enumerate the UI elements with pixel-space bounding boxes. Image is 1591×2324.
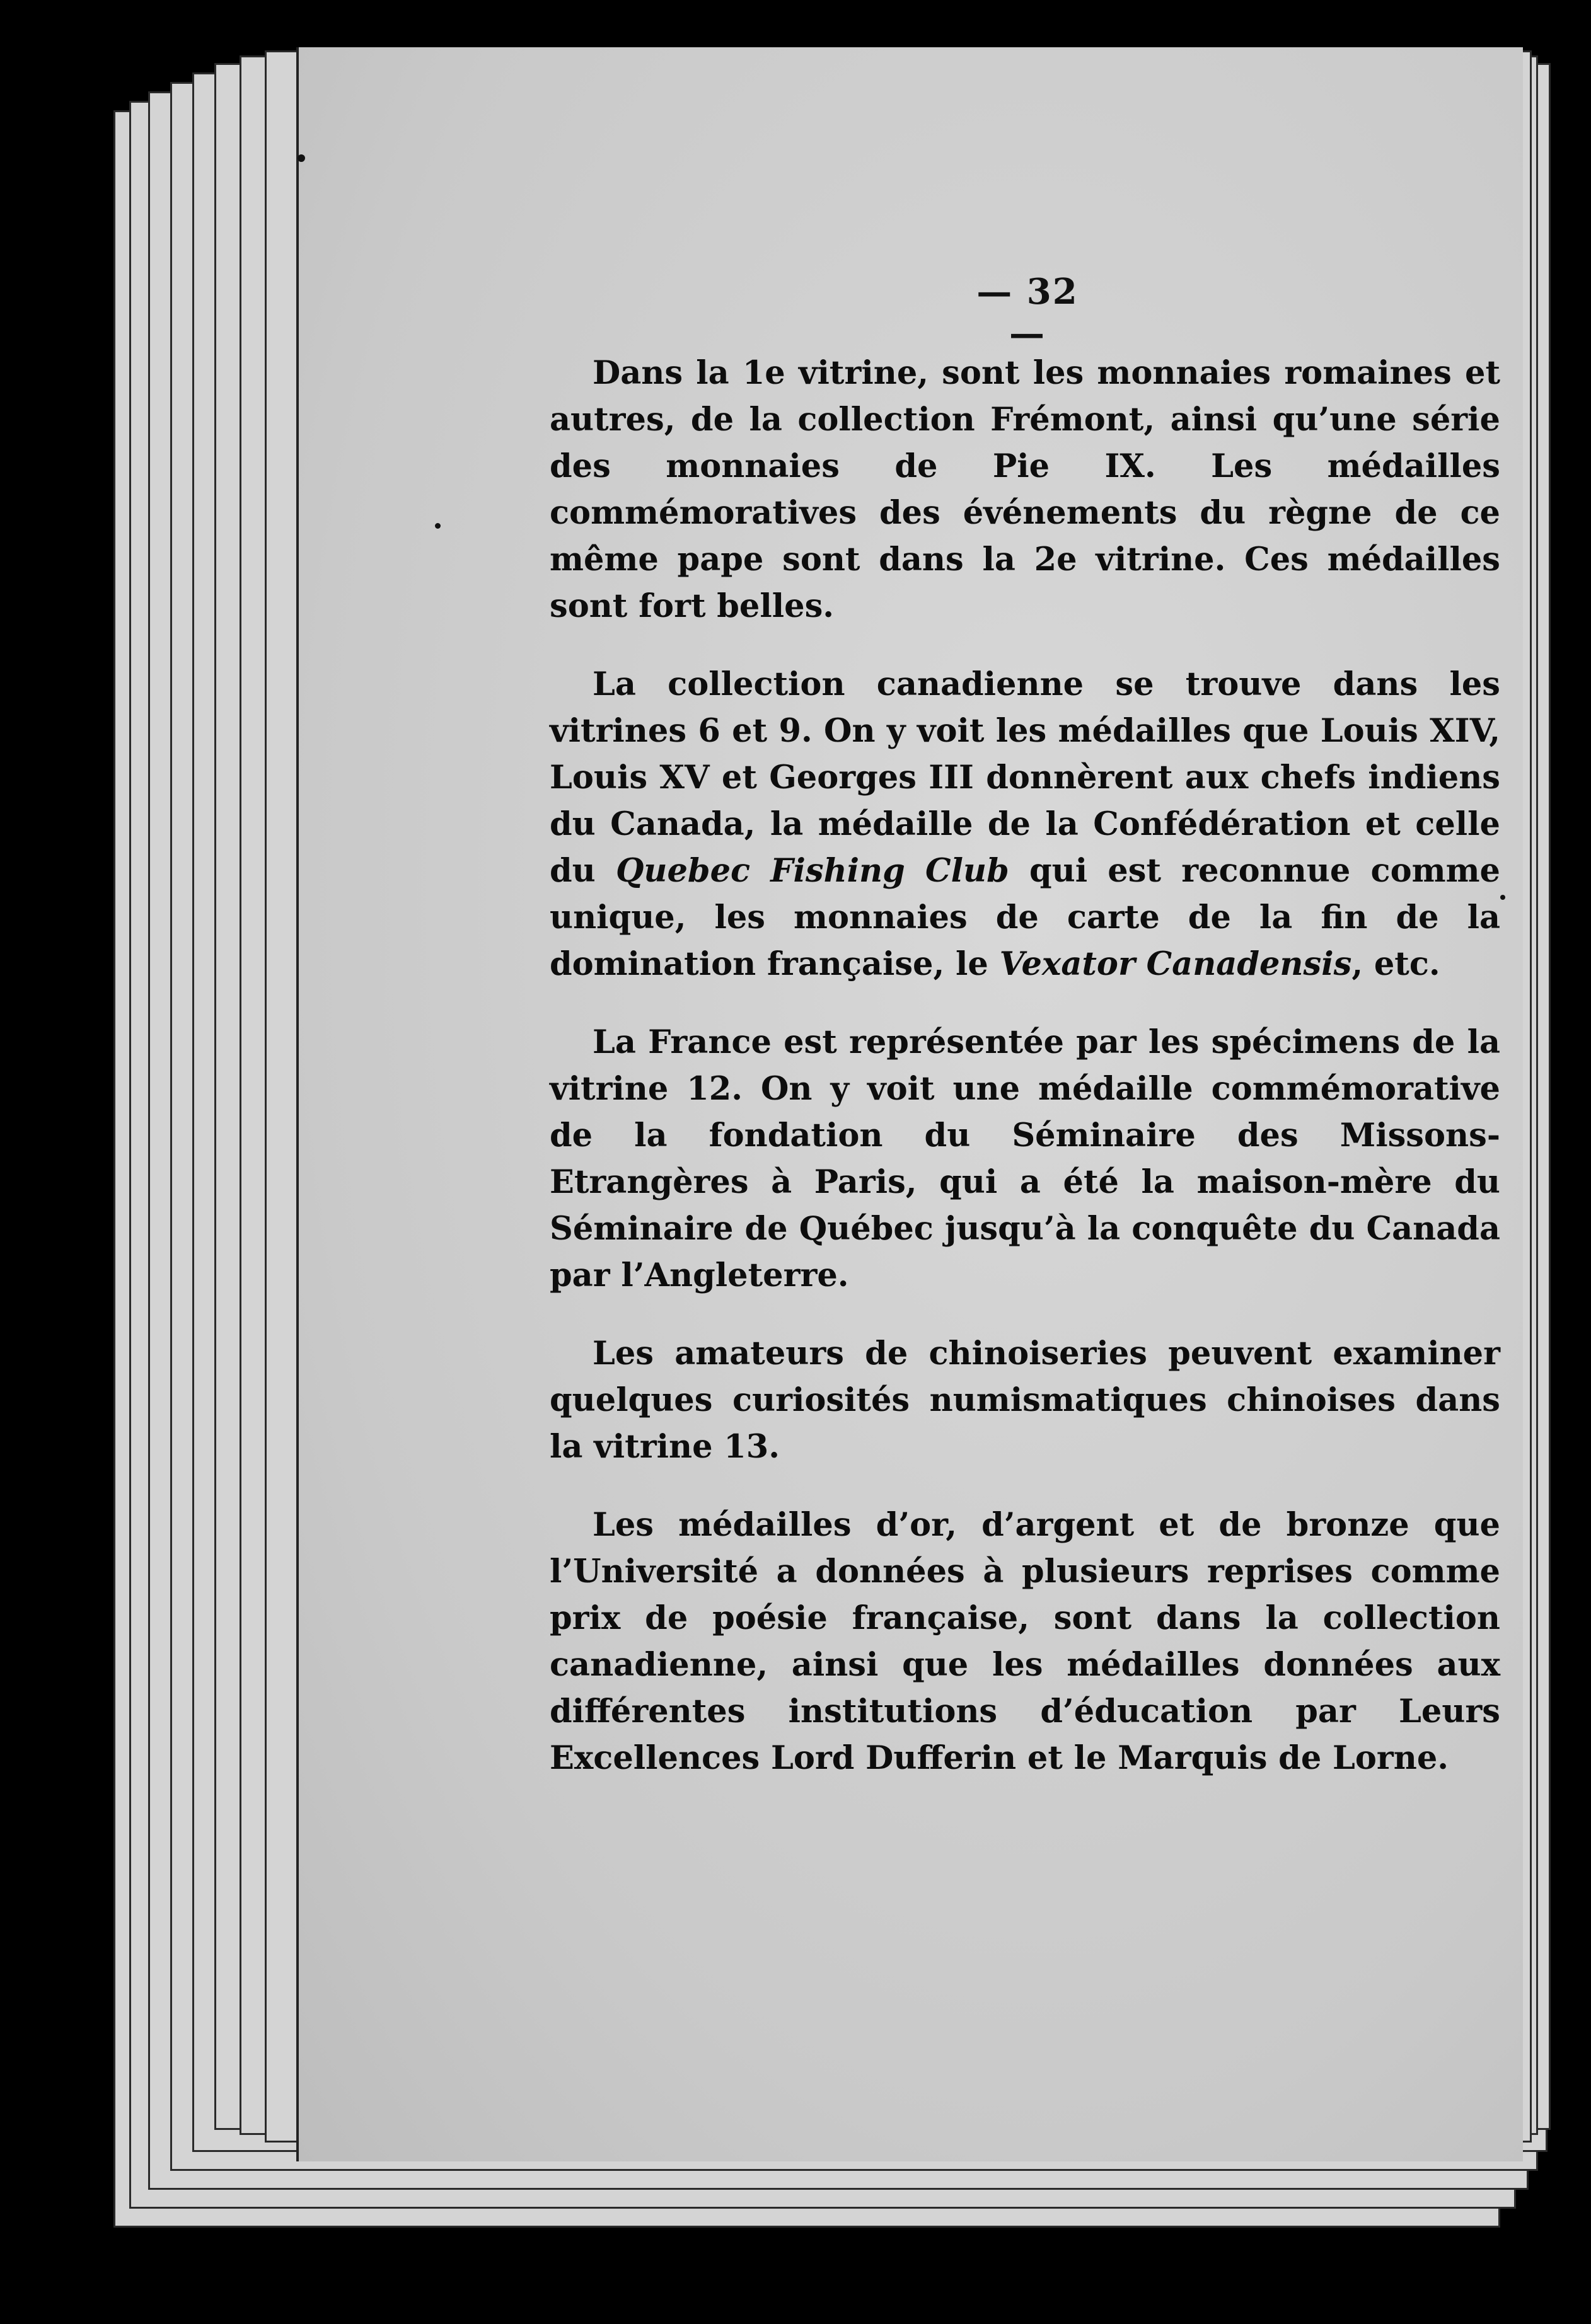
text-run: , etc. xyxy=(1351,945,1440,983)
paragraph xyxy=(550,350,1500,630)
body-text xyxy=(550,350,1500,1813)
paragraph xyxy=(550,1019,1500,1299)
text-run: La collection canadienne se trouve dans les vitrines 6 et 9. On y voit les médailles que Louis XIV, Louis XV et Georges III donnèrent aux chefs indiens du Canada, la médaille de la Confédération et celle du xyxy=(550,665,1500,890)
paragraph xyxy=(550,1502,1500,1781)
text-run: Les médailles d’or, d’argent et de bronze que l’Université a données à plusieurs reprises comme prix de poésie française, sont dans la collection canadienne, ainsi que les médailles données aux différentes institutions d’éducation par Leurs Excellences Lord Dufferin et le Marquis de Lorne. xyxy=(550,1506,1500,1777)
text-run: Les amateurs de chinoiseries peuvent examiner quelques curiosités numismatiques chinoises dans la vitrine 13. xyxy=(550,1335,1500,1466)
paragraph xyxy=(550,661,1500,987)
paragraph xyxy=(550,1330,1500,1470)
ink-speck xyxy=(298,154,305,162)
italic-text: Quebec Fishing Club xyxy=(615,852,1009,890)
ink-speck xyxy=(1500,895,1505,900)
ink-speck xyxy=(435,523,441,529)
italic-text: Vexator Canadensis xyxy=(999,945,1352,983)
text-run: qui est reconnue comme unique, les monnaies de carte de la fin de la domination française, le xyxy=(550,852,1500,983)
page-number: — 32 — xyxy=(976,271,1079,354)
text-run: Dans la 1e vitrine, sont les monnaies romaines et autres, de la collection Frémont, ainsi qu’une série des monnaies de Pie IX. Les médailles commémoratives des événements du règne de ce même pape sont dans la 2e vitrine. Ces médailles sont fort belles. xyxy=(550,354,1500,625)
text-run: La France est représentée par les spécimens de la vitrine 12. On y voit une médaille commémorative de la fondation du Séminaire des Missons-Etrangères à Paris, qui a été la maison-mère du Séminaire de Québec jusqu’à la conquête du Canada par l’Angleterre. xyxy=(550,1023,1500,1294)
